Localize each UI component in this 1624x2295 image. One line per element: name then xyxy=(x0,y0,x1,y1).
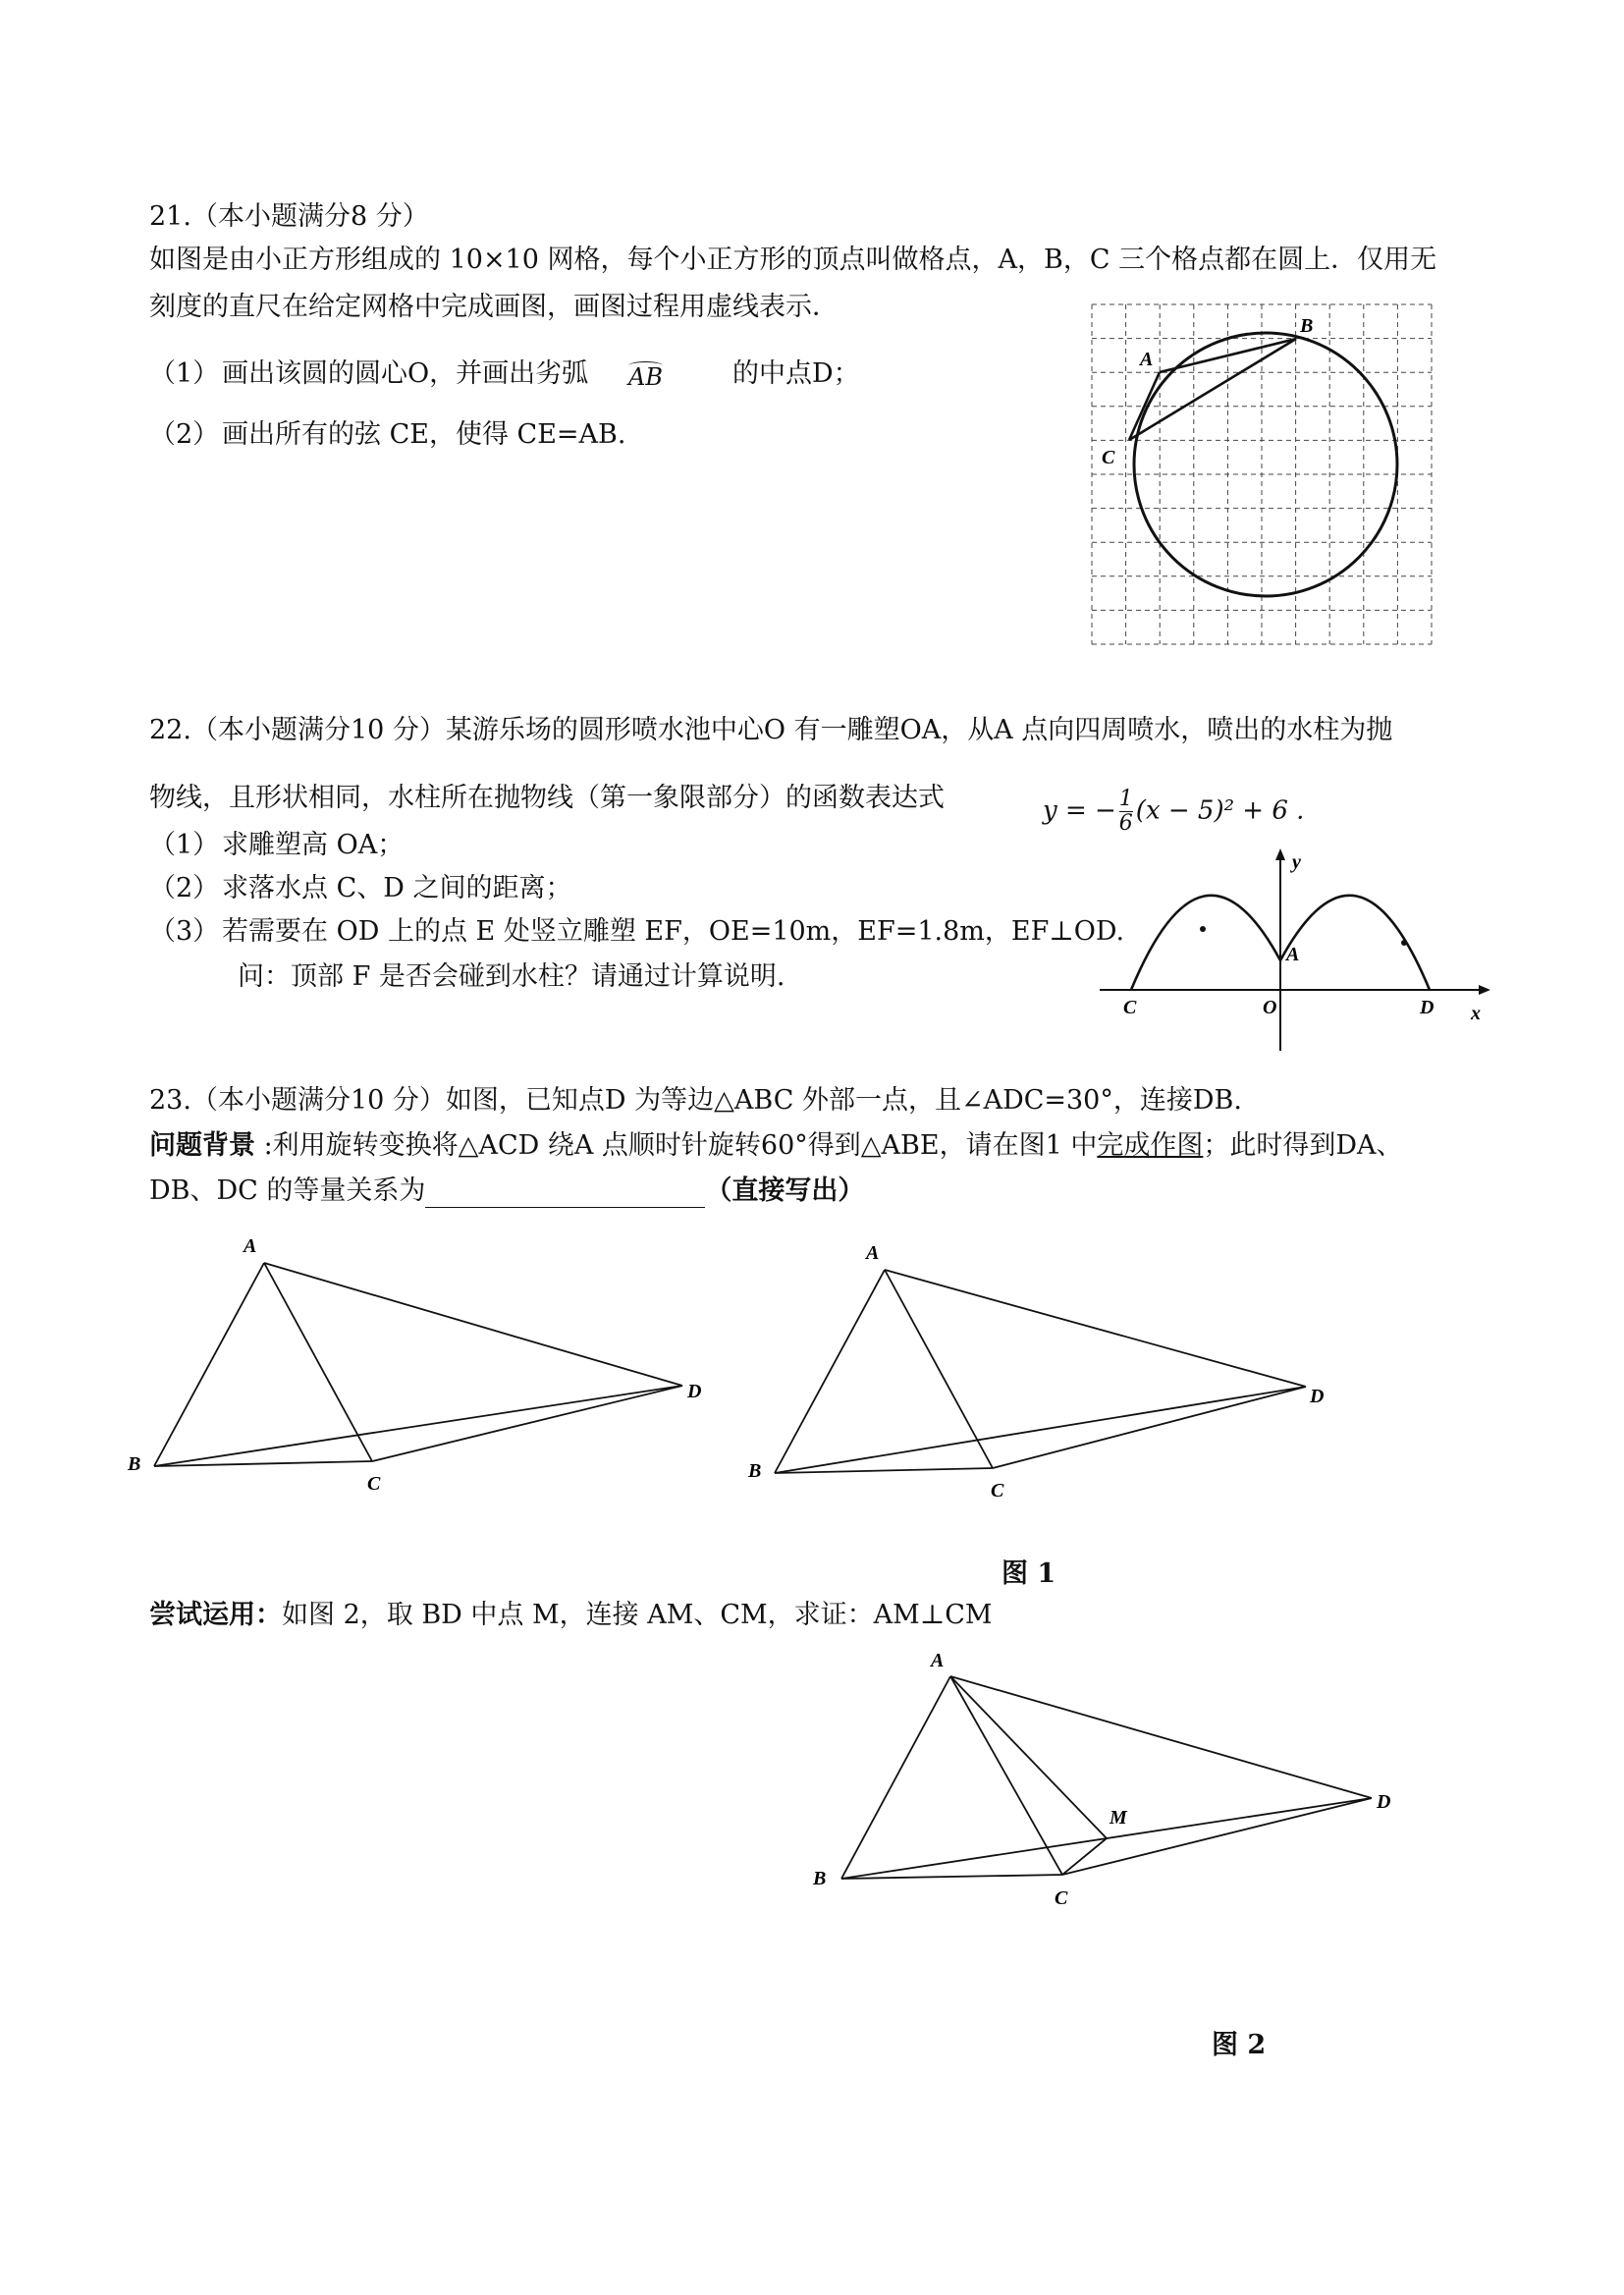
q22-parabola-figure xyxy=(1100,845,1492,1051)
q23-figure1-right xyxy=(738,1237,1347,1512)
fig2-label-a: A xyxy=(931,1650,945,1671)
q21-item1-tail: 的中点D； xyxy=(732,358,860,389)
q21-text-line2: 刻度的直尺在给定网格中完成画图，画图过程用虚线表示． xyxy=(149,292,839,322)
fig1a-label-c: C xyxy=(367,1473,381,1495)
q22-heading: 22.（本小题满分10 分）某游乐场的圆形喷水池中心O 有一雕塑OA，从A 点向四周喷水，喷出的水柱为抛 xyxy=(149,715,1393,745)
x-axis-arrow xyxy=(1479,985,1490,995)
parabola-right xyxy=(1280,896,1430,990)
q22-item3-text: 若需要在 OD 上的点 E 处竖立雕塑 EF，OE=10m，EF=1.8m，EF⊥OD. xyxy=(222,916,1125,947)
q23-figure2 xyxy=(805,1645,1414,1920)
q22-label-a: A xyxy=(1286,944,1300,965)
q21-label-c: C xyxy=(1102,447,1115,468)
q22-item2-number: （2） xyxy=(149,873,220,903)
fig2-label-c: C xyxy=(1055,1887,1068,1909)
q21-text-line1: 如图是由小正方形组成的 10×10 网格，每个小正方形的顶点叫做格点，A，B，C 三个格点都在圆上．仅用无 xyxy=(149,245,1437,275)
q21-item2-text: 画出所有的弦 CE，使得 CE=AB. xyxy=(222,419,626,450)
figure1-caption: 图 1 xyxy=(1001,1558,1056,1589)
q21-chords xyxy=(1129,339,1296,440)
fig1a-label-b: B xyxy=(128,1453,141,1475)
q23-background-line1: 问题背景 :利用旋转变换将△ACD 绕A 点顺时针旋转60°得到△ABE，请在图1 中完成作图；此时得到DA、 xyxy=(149,1130,1403,1161)
q22-label-y: y xyxy=(1292,851,1301,873)
q23-background-line2: DB、DC 的等量关系为 （直接写出） xyxy=(149,1175,865,1206)
q22-label-x: x xyxy=(1471,1003,1481,1024)
q22-item1-number: （1） xyxy=(149,830,220,860)
fig1a-label-a: A xyxy=(244,1235,257,1257)
q21-circle xyxy=(1134,333,1397,596)
q22-label-d: D xyxy=(1420,997,1435,1018)
q22-text-line2: 物线，且形状相同，水柱所在抛物线（第一象限部分）的函数表达式 xyxy=(149,783,945,813)
q21-label-b: B xyxy=(1300,315,1314,337)
fig2-label-d: D xyxy=(1377,1791,1391,1813)
q21-item2-number: （2） xyxy=(149,419,220,450)
q22-item1-text: 求雕塑高 OA； xyxy=(222,830,405,860)
q21-grid-figure xyxy=(1092,304,1435,648)
q23-figure1-left xyxy=(118,1232,727,1507)
q22-formula: y = − $\frac{1}{6}$ (x − 5)² + 6 . xyxy=(1043,787,1305,836)
q21-arc-ab: AB xyxy=(628,363,663,391)
fig2-label-b: B xyxy=(813,1868,827,1889)
q22-item3-number: （3） xyxy=(149,916,220,947)
q21-item1-text: 画出该圆的圆心O，并画出劣弧 xyxy=(222,358,589,389)
answer-blank[interactable] xyxy=(425,1181,705,1208)
q21-item1-number: （1） xyxy=(149,358,220,389)
q23-try-line: 尝试运用：如图 2，取 BD 中点 M，连接 AM、CM，求证：AM⊥CM xyxy=(149,1600,993,1630)
fig2-label-m: M xyxy=(1110,1807,1127,1829)
fig1b-label-a: A xyxy=(866,1242,880,1264)
q21-label-a: A xyxy=(1140,349,1154,370)
fig1a-label-d: D xyxy=(687,1381,702,1402)
q21-heading: 21.（本小题满分8 分） xyxy=(149,201,429,232)
fig1b-label-c: C xyxy=(991,1480,1004,1502)
parabola-left xyxy=(1131,896,1280,990)
q22-label-c: C xyxy=(1123,997,1137,1018)
q22-label-o: O xyxy=(1263,997,1277,1018)
figure2-caption: 图 2 xyxy=(1212,2030,1267,2060)
y-axis-arrow xyxy=(1275,848,1285,860)
q22-item3-question: 问：顶部 F 是否会碰到水柱？请通过计算说明. xyxy=(238,961,785,992)
q23-heading: 23.（本小题满分10 分）如图，已知点D 为等边△ABC 外部一点，且∠ADC=30°，连接DB. xyxy=(149,1085,1242,1116)
q22-item2-text: 求落水点 C、D 之间的距离； xyxy=(222,873,572,903)
fig1b-label-d: D xyxy=(1310,1386,1325,1407)
fig1b-label-b: B xyxy=(748,1460,762,1482)
